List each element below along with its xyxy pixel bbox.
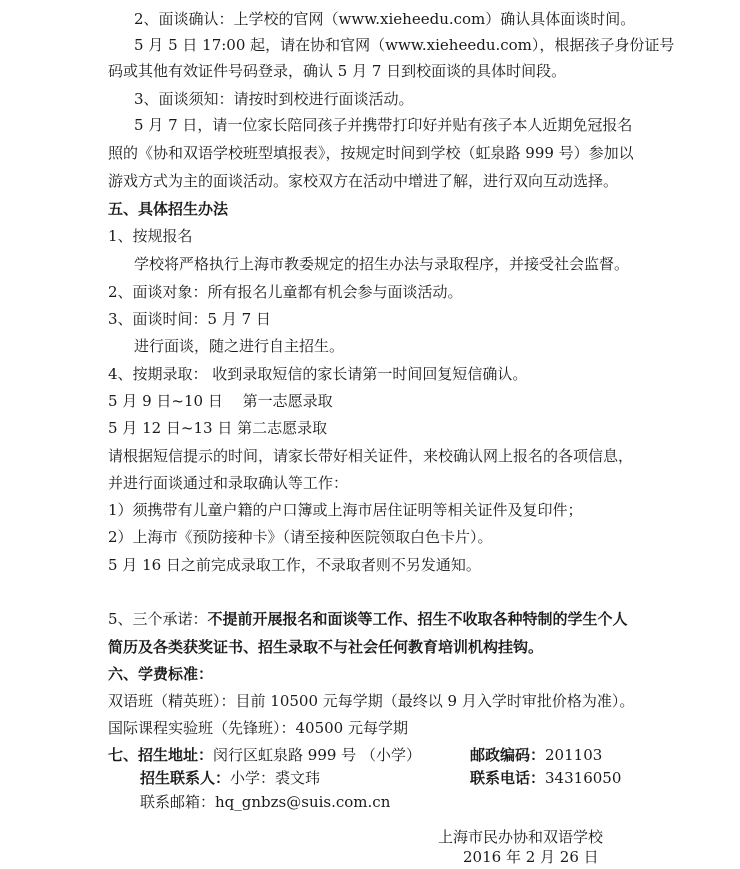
- round-1: 5 月 9 日~10 日 第一志愿录取: [108, 392, 333, 410]
- para-interview-2: 照的《协和双语学校班型填报表》，按规定时间到学校（虹泉路 999 号）参加以: [108, 144, 634, 162]
- item-3-text: 进行面谈，随之进行自主招生。: [134, 337, 345, 355]
- para-interview-3: 游戏方式为主的面谈活动。家校双方在活动中增进了解，进行双向互动选择。: [108, 172, 619, 190]
- contact-person-row: [140, 768, 320, 788]
- item-1-text: 学校将严格执行上海市教委规定的招生办法与录取程序，并接受社会监督。: [134, 255, 630, 273]
- email-value: hq_gnbzs@suis.com.cn: [215, 793, 391, 811]
- contact-person-label: 招生联系人：: [140, 769, 231, 787]
- para-login-2: 码或其他有效证件号码登录，确认 5 月 7 日到校面谈的具体时间段。: [108, 62, 567, 80]
- item-4: 4、按期录取： 收到录取短信的家长请第一时间回复短信确认。: [108, 365, 528, 383]
- promise-label: 5、三个承诺：: [108, 610, 208, 628]
- promise-line-2: 简历及各类获奖证书、招生录取不与社会任何教育培训机构挂钩。: [108, 638, 544, 656]
- phone-label: 联系电话：: [470, 769, 546, 787]
- deadline-note: 5 月 16 日之前完成录取工作，不录取者则不另发通知。: [108, 556, 481, 574]
- item-1-heading: 1、按规报名: [108, 227, 193, 245]
- section-heading-6: 六、学费标准：: [108, 665, 214, 683]
- item-2: 2、面谈对象：所有报名儿童都有机会参与面谈活动。: [108, 283, 463, 301]
- para-interview-1: 5 月 7 日，请一位家长陪同孩子并携带打印好并贴有孩子本人近期免冠报名: [134, 116, 633, 134]
- address-label: 七、招生地址：: [108, 746, 214, 764]
- section-heading-5: 五、具体招生办法: [108, 200, 229, 218]
- phone-value: 34316050: [545, 769, 622, 787]
- para-confirm-info-1: 请根据短信提示的时间，请家长带好相关证件，来校确认网上报名的各项信息，: [108, 447, 634, 465]
- requirement-1: 1）须携带有儿童户籍的户口簿或上海市居住证明等相关证件及复印件；: [108, 501, 583, 519]
- round-2: 5 月 12 日~13 日 第二志愿录取: [108, 419, 328, 437]
- requirement-2: 2）上海市《预防接种卡》（请至接种医院领取白色卡片）。: [108, 528, 493, 546]
- email-label: 联系邮箱：: [140, 793, 216, 811]
- signature-org: 上海市民办协和双语学校: [438, 828, 604, 846]
- fee-bilingual: 双语班（精英班）：目前 10500 元每学期（最终以 9 月入学时审批价格为准）。: [108, 692, 635, 710]
- item-3: 3、面谈时间：5 月 7 日: [108, 310, 271, 328]
- contact-person-value: 小学：裘文玮: [230, 769, 321, 787]
- para-confirm: 2、面谈确认：上学校的官网（www.xieheedu.com）确认具体面谈时间。: [134, 10, 636, 28]
- promise-line-1: [108, 609, 628, 629]
- email-row: [140, 792, 390, 812]
- postcode-value: 201103: [545, 746, 603, 764]
- phone-row: [470, 768, 621, 788]
- postcode-label: 邮政编码：: [470, 746, 546, 764]
- address-value: 闵行区虹泉路 999 号 （小学）: [213, 746, 421, 764]
- fee-international: 国际课程实验班（先锋班）：40500 元每学期: [108, 719, 408, 737]
- para-confirm-info-2: 并进行面谈通过和录取确认等工作：: [108, 474, 349, 492]
- address-row: [108, 745, 421, 765]
- signature-date: 2016 年 2 月 26 日: [463, 848, 599, 866]
- promise-text-1: 不提前开展报名和面谈等工作、招生不收取各种特制的学生个人: [207, 610, 628, 628]
- para-login-1: 5 月 5 日 17:00 起，请在协和官网（www.xieheedu.com），根据孩子身份证号: [134, 36, 675, 54]
- postcode-row: [470, 745, 602, 765]
- para-notice: 3、面谈须知：请按时到校进行面谈活动。: [134, 90, 414, 108]
